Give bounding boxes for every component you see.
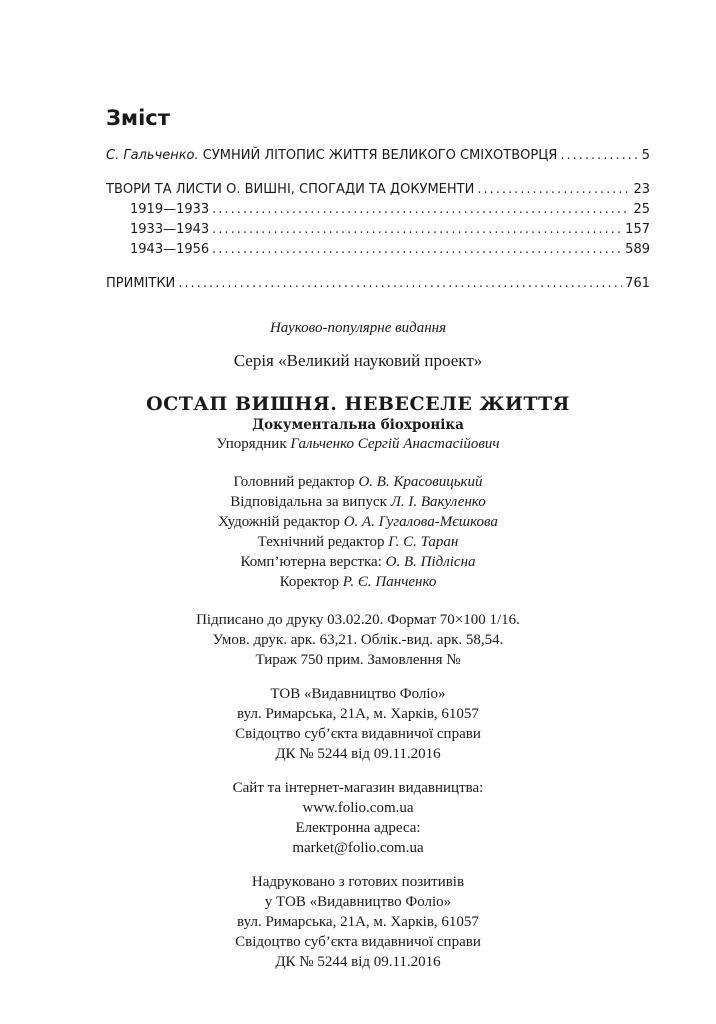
website-link: www.folio.com.ua (302, 800, 414, 816)
printer-info (0, 872, 716, 972)
toc-entry-1919-1933 (106, 200, 650, 220)
email-address: market@folio.com.ua (292, 840, 424, 856)
publisher-line: вул. Римарська, 21А, м. Харків, 61057 (237, 706, 479, 722)
toc-entry-title: 1919—1933 (130, 202, 210, 217)
edition-type: Науково-популярне видання (269, 320, 447, 336)
toc-entry-title: СУМНИЙ ЛІТОПИС ЖИТТЯ ВЕЛИКОГО СМІХОТВОРЦЯ (198, 148, 558, 163)
credit-line: Головний редактор О. В. Красовицький (233, 474, 483, 490)
toc-entry-title: ТВОРИ ТА ЛИСТИ О. ВИШНІ, СПОГАДИ ТА ДОКУМЕНТИ (106, 182, 475, 197)
credit-line: Технічний редактор Г. С. Таран (257, 534, 459, 550)
toc-entry-title: ПРИМІТКИ (106, 276, 176, 291)
toc-entry-works (106, 180, 650, 200)
imprint (0, 318, 716, 972)
toc-leader-dots (477, 180, 630, 200)
toc-entry-page: 25 (633, 202, 650, 217)
online-line: Електронна адреса: (295, 820, 421, 836)
publisher-line: ТОВ «Видавництво Фоліо» (270, 686, 446, 702)
toc-entry-page: 761 (625, 276, 650, 291)
toc-leader-dots (212, 240, 622, 260)
printer-line: ДК № 5244 від 09.11.2016 (275, 954, 441, 970)
credit-line: Коректор Р. Є. Панченко (279, 574, 437, 590)
toc-entry-notes (106, 274, 650, 294)
toc-entry-page: 5 (641, 148, 650, 163)
credits (0, 472, 716, 592)
online-line: Сайт та інтернет-магазин видавництва: (232, 780, 484, 796)
toc-entry-title: 1943—1956 (130, 242, 210, 257)
publisher-line: Свідоцтво суб’єкта видавничої справи (235, 726, 481, 742)
printer-line: вул. Римарська, 21А, м. Харків, 61057 (237, 914, 479, 930)
printer-line: Надруковано з готових позитивів (251, 874, 465, 890)
toc-entry-page: 157 (625, 222, 650, 237)
toc-entry-title: 1933—1943 (130, 222, 210, 237)
toc-entry-page: 589 (625, 242, 650, 257)
toc-entry-1943-1956 (106, 240, 650, 260)
printer-line: Свідоцтво суб’єкта видавничої справи (235, 934, 481, 950)
toc-leader-dots (212, 200, 630, 220)
print-info-line: Тираж 750 прим. Замовлення № (255, 652, 461, 668)
toc-leader-dots (178, 274, 622, 294)
series-name: Серія «Великий науковий проект» (233, 351, 483, 370)
online-info (0, 778, 716, 858)
printer-line: у ТОВ «Видавництво Фоліо» (264, 894, 452, 910)
print-info-line: Підписано до друку 03.02.20. Формат 70×100 1/16. (196, 612, 520, 628)
print-info-line: Умов. друк. арк. 63,21. Облік.-вид. арк. 58,54. (212, 632, 504, 648)
compiler-line: Упорядник Гальченко Сергій Анастасійович (216, 436, 500, 452)
toc-leader-dots (560, 146, 638, 166)
publisher-info (0, 684, 716, 764)
credit-line: Комп’ютерна верстка: О. В. Підлісна (240, 554, 476, 570)
toc-heading: Зміст (106, 106, 170, 130)
book-subtitle: Документальна біохроніка (252, 417, 464, 433)
toc-entry-author: С. Гальченко. (106, 148, 199, 163)
publisher-line: ДК № 5244 від 09.11.2016 (275, 746, 441, 762)
toc-entry-1933-1943 (106, 220, 650, 240)
toc-leader-dots (212, 220, 622, 240)
credit-line: Художній редактор О. А. Гугалова-Мєшкова (218, 514, 498, 530)
credit-line: Відповідальна за випуск Л. І. Вакуленко (230, 494, 486, 510)
table-of-contents (106, 146, 650, 294)
print-info (0, 610, 716, 670)
toc-entry-page: 23 (633, 182, 650, 197)
book-title: ОСТАП ВИШНЯ. НЕВЕСЕЛЕ ЖИТТЯ (146, 393, 570, 415)
toc-entry-intro (106, 146, 650, 166)
